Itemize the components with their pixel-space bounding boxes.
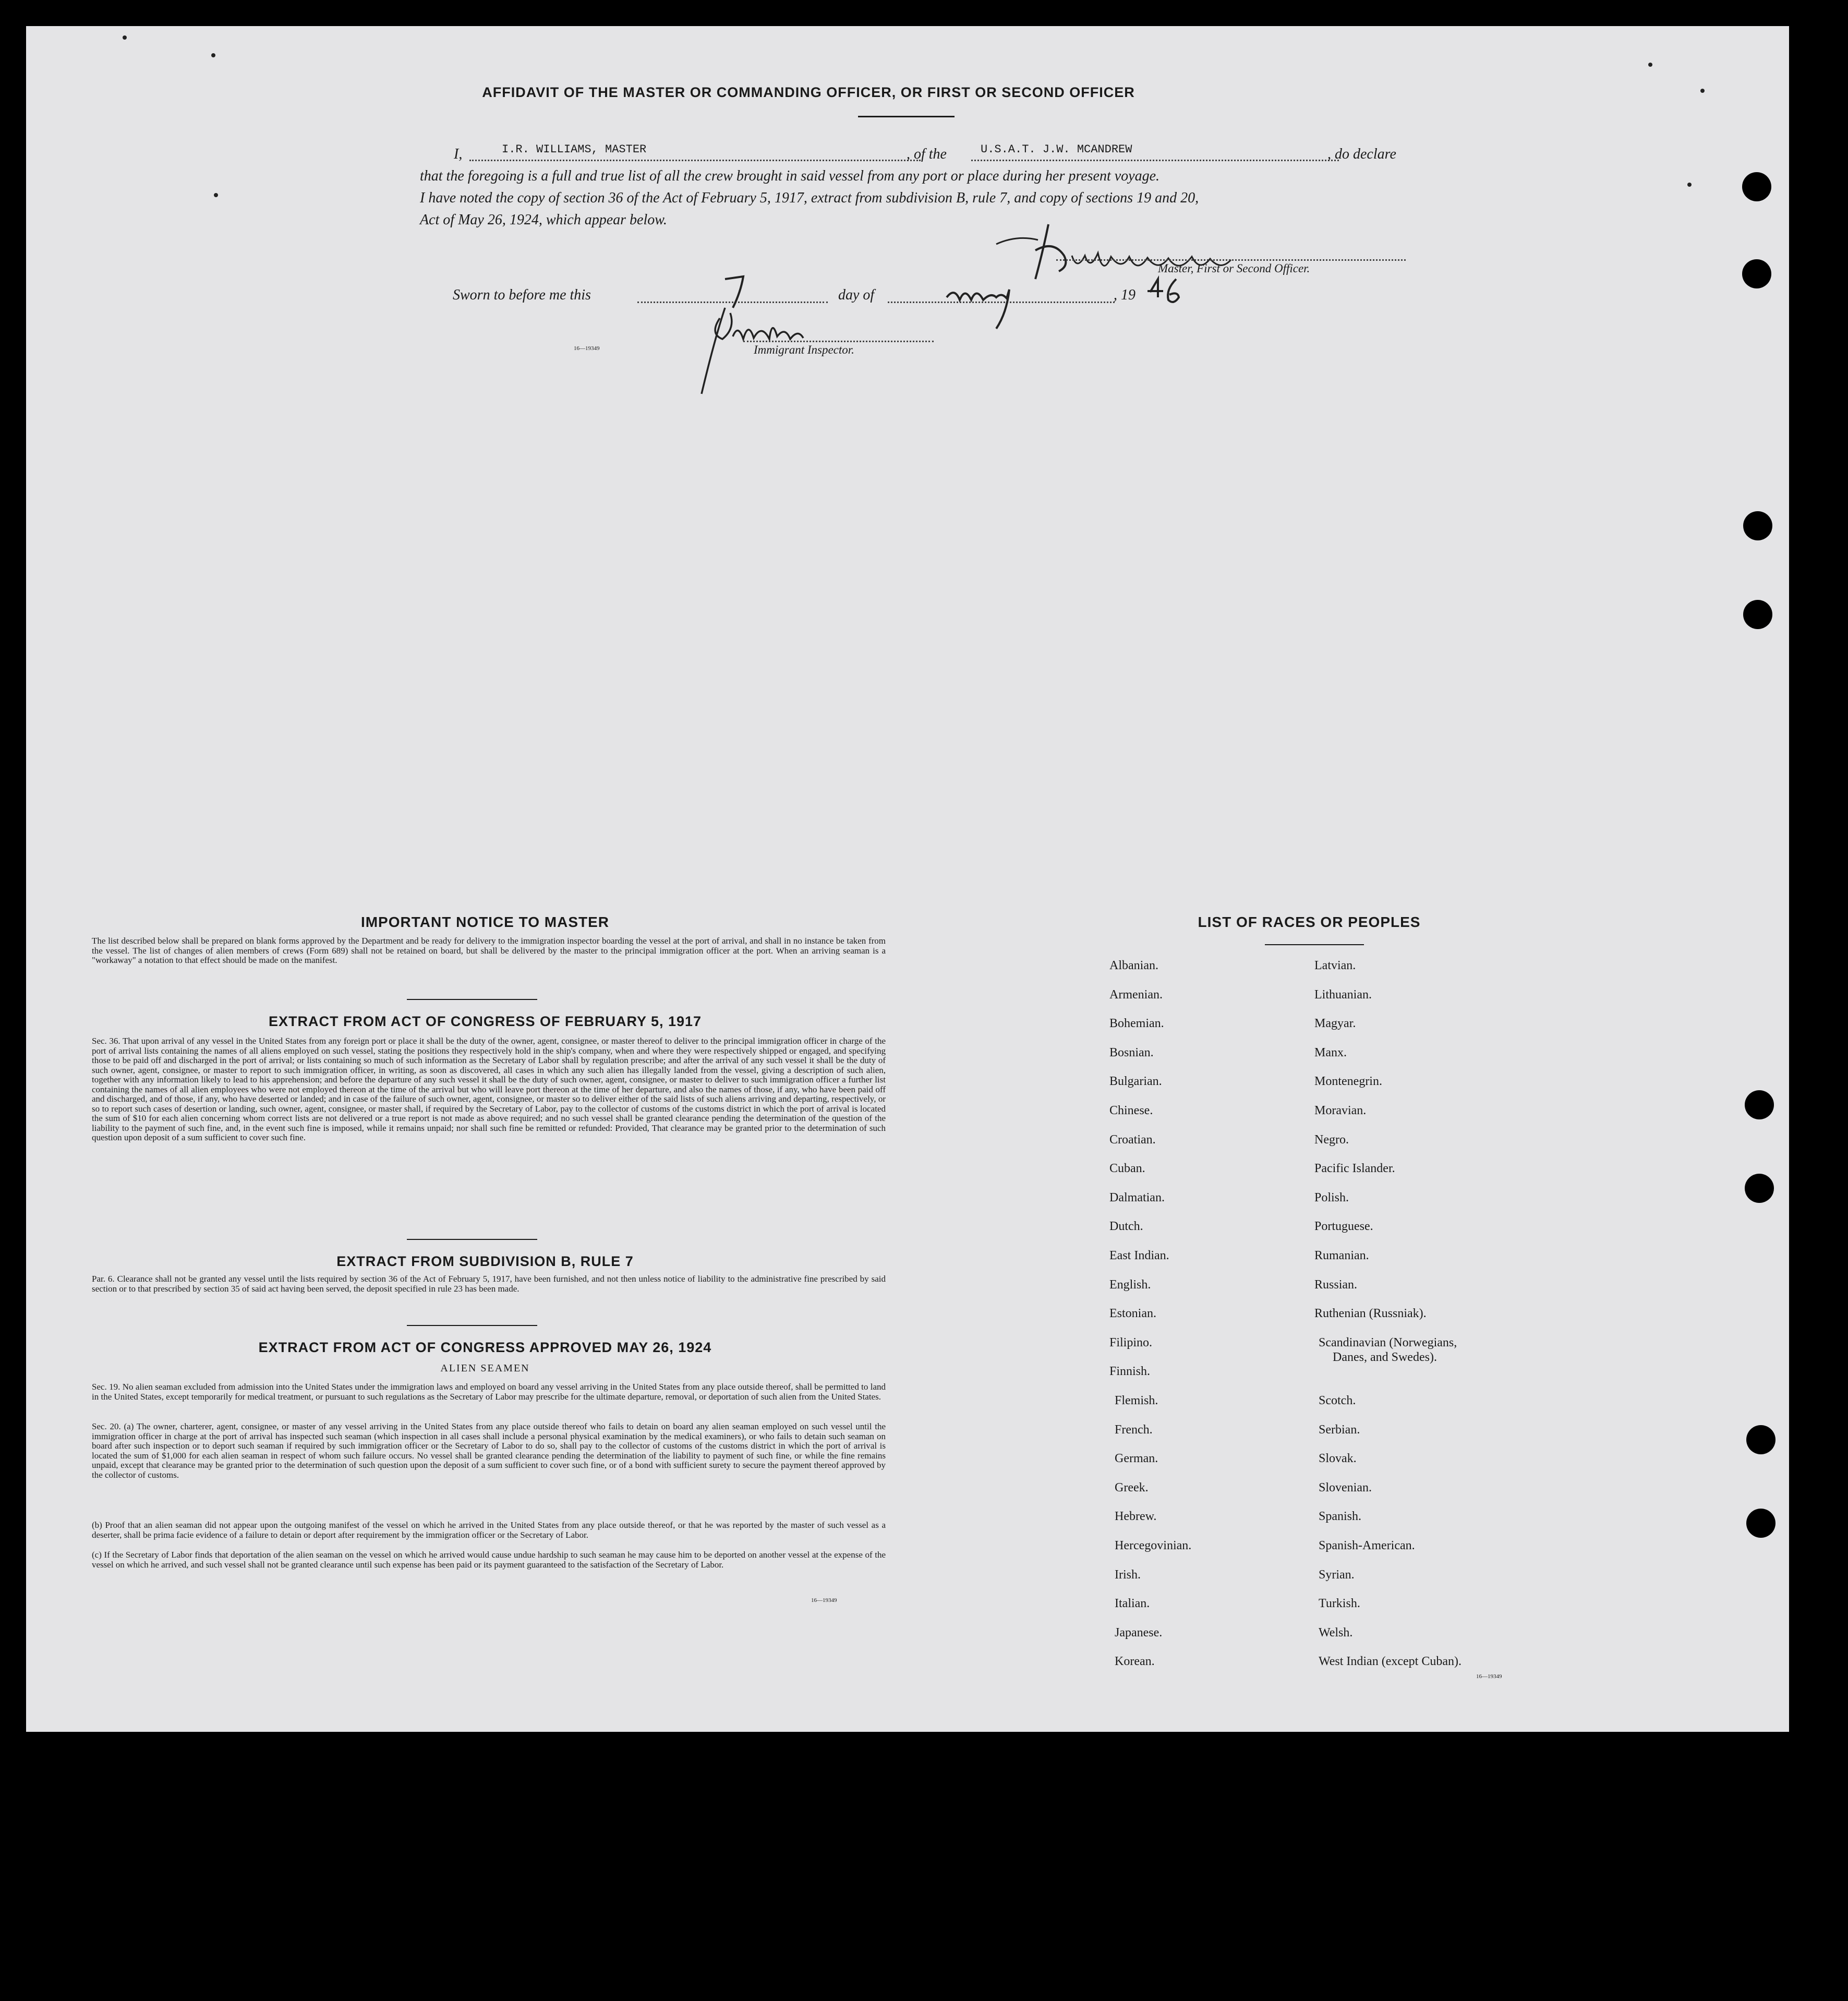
race-item: Ruthenian (Russniak). (1314, 1307, 1427, 1321)
race-item: Hercegovinian. (1115, 1539, 1192, 1552)
form-number: 16—19349 (574, 345, 600, 352)
punch-hole (1742, 172, 1771, 201)
race-item: Italian. (1115, 1597, 1150, 1611)
race-item: Estonian. (1109, 1307, 1156, 1321)
race-item: Filipino. (1109, 1335, 1153, 1349)
year-prefix: , 19 (1114, 287, 1136, 303)
extract-1917-title: EXTRACT FROM ACT OF CONGRESS OF FEBRUARY 5, 1917 (268, 1014, 702, 1029)
vessel-name-line (971, 160, 1339, 161)
sworn-label: Sworn to before me this (453, 287, 591, 303)
race-item: Welsh. (1319, 1625, 1353, 1640)
race-item: Bohemian. (1109, 1017, 1164, 1031)
sworn-year-handwritten (1148, 276, 1189, 313)
punch-hole (1745, 1090, 1774, 1119)
race-item: Manx. (1314, 1045, 1347, 1059)
master-name-value: I.R. WILLIAMS, MASTER (502, 143, 647, 156)
race-item: Portuguese. (1314, 1220, 1373, 1234)
race-item: Slovak. (1319, 1452, 1357, 1466)
race-item: Pacific Islander. (1314, 1162, 1395, 1176)
race-item: Japanese. (1115, 1625, 1163, 1640)
notice-title: IMPORTANT NOTICE TO MASTER (360, 914, 610, 930)
do-declare-label: , do declare (1327, 146, 1396, 162)
punch-hole (1743, 511, 1772, 540)
race-item: Montenegrin. (1314, 1075, 1382, 1089)
races-title: LIST OF RACES OR PEOPLES (1198, 914, 1421, 930)
race-item: Negro. (1314, 1132, 1349, 1147)
race-item: Albanian. (1109, 959, 1158, 972)
race-item: Latvian. (1314, 959, 1356, 972)
vessel-name-value: U.S.A.T. J.W. MCANDREW (981, 143, 1132, 156)
affidavit-line-4: Act of May 26, 1924, which appear below. (420, 212, 667, 228)
form-number: 16—19349 (1476, 1673, 1502, 1680)
race-item: Hebrew. (1115, 1510, 1157, 1524)
race-item: Turkish. (1319, 1597, 1360, 1611)
race-item: Scotch. (1319, 1394, 1356, 1407)
race-item: Spanish. (1319, 1510, 1362, 1524)
race-item: Moravian. (1314, 1104, 1367, 1117)
race-item: Scandinavian (Norwegians, (1319, 1335, 1457, 1349)
race-item: Armenian. (1109, 987, 1163, 1002)
notice-text: The list described below shall be prepared on blank forms approved by the Department and be ready for delivery to the immigration inspector boarding the vessel at the port of arrival, and shall in no instance be taken from the vessel. The list of changes of alien members of crews (Form 689) shall not be retained on board, but shall be delivered by the master to the principal immigration officer at the port. When an arriving seaman is a "workaway" a notation to that effect should be made on the manifest. (92, 936, 886, 965)
master-name-line (469, 160, 921, 161)
sworn-month-handwritten (944, 276, 1022, 334)
affidavit-line-2: that the foregoing is a full and true list of all the crew brought in said vessel from any port or place during her present voyage. (420, 168, 1160, 184)
section-divider (407, 999, 537, 1000)
day-of-label: day of (838, 287, 875, 303)
speck (211, 53, 215, 57)
form-number: 16—19349 (811, 1597, 837, 1604)
affidavit-title: AFFIDAVIT OF THE MASTER OR COMMANDING OFFICER, OR FIRST OR SECOND OFFICER (482, 85, 1135, 100)
race-item: Greek. (1115, 1480, 1149, 1494)
extract-1924-sec19: Sec. 19. No alien seaman excluded from admission into the United States under the immigration laws and employed on board any vessel arriving in the United States from any place outside thereof, shall be permitted to land in the United States, except temporarily for medical treatment, or pursuant to such regulations as the Secretary of Labor may prescribe for the ultimate departure, removal, or deportation of such alien from the United States. (92, 1382, 886, 1402)
section-divider (407, 1239, 537, 1240)
race-item: Bulgarian. (1109, 1075, 1162, 1089)
race-item: Polish. (1314, 1190, 1349, 1204)
document-page (26, 26, 1789, 1732)
speck (1700, 89, 1705, 93)
signature-line (1056, 259, 1406, 261)
race-item: Russian. (1314, 1277, 1358, 1292)
of-the-label: , of the (907, 146, 947, 162)
race-item: East Indian. (1109, 1249, 1169, 1262)
race-item: West Indian (except Cuban). (1319, 1655, 1462, 1669)
extract-1924-title: EXTRACT FROM ACT OF CONGRESS APPROVED MAY 26, 1924 (258, 1340, 712, 1355)
races-title-rule (1265, 944, 1364, 945)
punch-hole (1743, 600, 1772, 629)
extract-1924-sec20b: (b) Proof that an alien seaman did not appear upon the outgoing manifest of the vessel on which he arrived in the United States from any place outside thereof, or that he was reported by the master of such vessel as a deserter, shall be prima facie evidence of a failure to detain or deport after requirement by the immigration officer or the Secretary of Labor. (92, 1520, 886, 1540)
race-item: Irish. (1115, 1568, 1141, 1582)
punch-hole (1746, 1509, 1775, 1538)
race-item: Flemish. (1115, 1394, 1158, 1407)
race-item: Lithuanian. (1314, 987, 1372, 1002)
extract-1924-sec20c: (c) If the Secretary of Labor finds that deportation of the alien seaman on the vessel on which he arrived would cause undue hardship to such seaman he may cause him to be deported on another vessel at the expense of the vessel on which he arrived, and such vessel shall not be granted clearance until such expense has been paid or its payment guaranteed to the satisfaction of the Secretary of Labor. (92, 1550, 886, 1570)
affidavit-i-label: I, (454, 146, 463, 162)
inspector-caption: Immigrant Inspector. (754, 343, 854, 356)
speck (1648, 63, 1652, 67)
race-item: Magyar. (1314, 1017, 1356, 1031)
extract-1924-subtitle: ALIEN SEAMEN (440, 1363, 530, 1374)
race-item: Dalmatian. (1109, 1190, 1165, 1204)
race-item: Bosnian. (1109, 1045, 1154, 1059)
inspector-line (743, 341, 934, 342)
race-item: Chinese. (1109, 1104, 1153, 1117)
section-divider (407, 1325, 537, 1326)
race-item: Cuban. (1109, 1162, 1145, 1176)
race-item: Finnish. (1109, 1365, 1151, 1379)
speck (123, 35, 127, 40)
extract-1924-sec20a: Sec. 20. (a) The owner, charterer, agent, consignee, or master of any vessel arriving in the United States from any place outside thereof who fails to detain on board any alien seaman employed on such vessel until the immigration officer in charge at the port of arrival has inspected such seaman (which inspection in all cases shall include a personal physical examination by the medical examiners), or who fails to detain such seaman on board after such inspection or to deport such seaman if required by such immigration officer or the Secretary of Labor to do so, shall pay to the collector of customs of the customs district in which the port of arrival is located the sum of $1,000 for each alien seaman in respect of whom such failure occurs. No vessel shall be granted clearance pending the determination of the liability to payment of such fine, or while the fine remains unpaid, except that clearance may be granted prior to the determination of such question upon the deposit of a sum sufficient to cover such fine, or of a bond with sufficient surety to secure the payment thereof approved by the collector of customs. (92, 1421, 886, 1480)
race-item: French. (1115, 1423, 1153, 1437)
extract-1917-text: Sec. 36. That upon arrival of any vessel in the United States from any foreign port or place it shall be the duty of the owner, agent, consignee, or master thereof to deliver to the principal immigration officer in charge of the port of arrival lists containing the names of all aliens employed on such vessel, stating the positions they respectively hold in the ship's company, when and where they were respectively shipped or engaged, and specifying those to be paid off and discharged in the port of arrival; or lists containing so much of such information as the Secretary of Labor shall by regulation prescribe; and after the arrival of any such vessel it shall be the duty of such owner, agent, consignee, or master to report to such immigration officer, in writing, as soon as discovered, all cases in which any such alien has illegally landed from the vessel, giving a description of such alien, together with any information likely to lead to his apprehension; and before the departure of any such vessel it shall be the duty of such owner, agent, consignee, or master to deliver to such immigration officer a further list containing the names of all alien employees who were not employed thereon at the time of the arrival but who will leave port thereon at the time of her departure, and also the names of those, if any, who have been paid off and discharged, and of those, if any, who have deserted or landed; and in case of the failure of such owner, agent, consignee, or master so to deliver either of the said lists of such aliens arriving and departing, respectively, or so to report such cases of desertion or landing, such owner, agent, consignee, or master shall, if required by the Secretary of Labor, pay to the collector of customs of the customs district in which the port of arrival is located the sum of $10 for each alien concerning whom correct lists are not delivered or a true report is not made as above required; and no such vessel shall be granted clearance pending the determination of the question of the liability to the payment of such fine, and, in the event such fine is imposed, while it remains unpaid; nor shall such fine be remitted or refunded: Provided, That clearance may be granted prior to the determination of such question upon deposit of a sum sufficient to cover such fine. (92, 1036, 886, 1142)
race-item: Rumanian. (1314, 1249, 1369, 1262)
race-item: English. (1109, 1277, 1151, 1292)
punch-hole (1746, 1425, 1775, 1454)
title-rule (858, 116, 955, 117)
punch-hole (1745, 1174, 1774, 1203)
extract-rule7-title: EXTRACT FROM SUBDIVISION B, RULE 7 (336, 1253, 634, 1269)
race-item: Danes, and Swedes). (1333, 1350, 1437, 1364)
speck (1687, 183, 1692, 187)
extract-rule7-text: Par. 6. Clearance shall not be granted any vessel until the lists required by section 36 of the Act of February 5, 1917, have been furnished, and not then unless notice of liability to the administrative fine prescribed by said section or to that prescribed by section 35 of said act having been served, the deposit specified in rule 23 has been made. (92, 1274, 886, 1294)
race-item: Korean. (1115, 1655, 1155, 1669)
signature-caption: Master, First or Second Officer. (1158, 262, 1310, 275)
sworn-day-handwritten (720, 271, 756, 313)
race-item: Syrian. (1319, 1568, 1355, 1582)
race-item: Dutch. (1109, 1220, 1143, 1234)
race-item: Spanish-American. (1319, 1539, 1415, 1552)
race-item: German. (1115, 1452, 1158, 1466)
speck (214, 193, 218, 197)
punch-hole (1742, 259, 1771, 288)
affidavit-line-3: I have noted the copy of section 36 of the Act of February 5, 1917, extract from subdivision B, rule 7, and copy of sections 19 and 20, (420, 190, 1199, 206)
race-item: Serbian. (1319, 1423, 1360, 1437)
race-item: Slovenian. (1319, 1480, 1372, 1494)
race-item: Croatian. (1109, 1132, 1156, 1147)
